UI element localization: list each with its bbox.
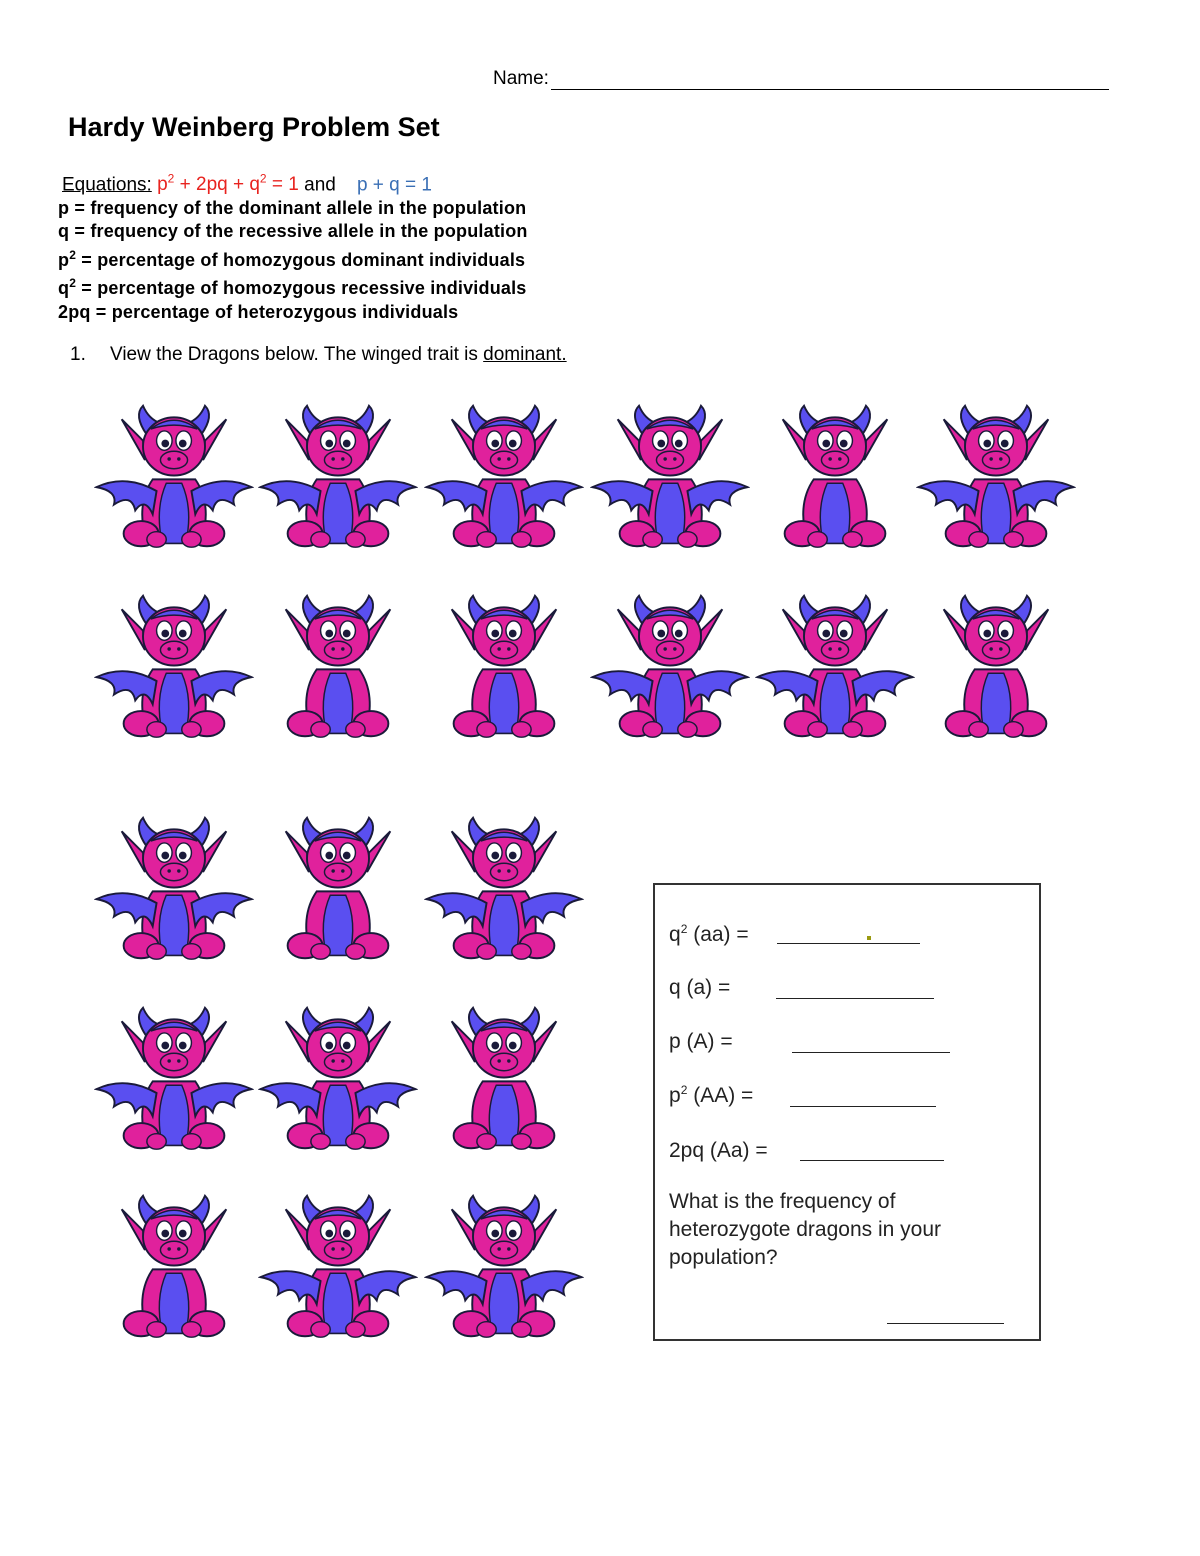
wingless-dragon xyxy=(424,588,584,743)
heterozygote-question-line-3: population? xyxy=(669,1246,778,1269)
2pq-label: 2pq (Aa) = xyxy=(669,1139,768,1162)
wingless-dragon xyxy=(94,1188,254,1343)
winged-dragon xyxy=(424,810,584,965)
name-blank[interactable] xyxy=(551,70,1109,90)
p-squared-label: $p^2$ (AA) = xyxy=(669,1083,754,1107)
stray-mark xyxy=(867,936,871,940)
definition-p-squared: $p^2$ = percentage of homozygous dominant individuals xyxy=(58,248,526,270)
winged-dragon xyxy=(94,810,254,965)
definition-q-squared: $q^2$ = percentage of homozygous recessive individuals xyxy=(58,276,527,298)
wingless-dragon xyxy=(258,588,418,743)
winged-dragon xyxy=(94,1000,254,1155)
winged-dragon xyxy=(94,398,254,553)
q-squared-label: $q^2$ (aa) = xyxy=(669,922,749,946)
q-squared-blank[interactable] xyxy=(777,943,920,944)
q-label: q (a) = xyxy=(669,976,731,999)
p-squared-blank[interactable] xyxy=(790,1106,936,1107)
name-label: Name: xyxy=(493,68,549,89)
winged-dragon xyxy=(755,588,915,743)
p-blank[interactable] xyxy=(792,1052,950,1053)
winged-dragon xyxy=(424,398,584,553)
heterozygote-answer-blank[interactable] xyxy=(887,1323,1004,1324)
definition-2pq: 2pq = percentage of heterozygous individuals xyxy=(58,302,459,322)
question-1 xyxy=(70,344,567,366)
2pq-blank[interactable] xyxy=(800,1160,944,1161)
winged-dragon xyxy=(258,398,418,553)
equation-one: $p^2 + 2pq + q^2 = 1$ xyxy=(157,172,299,196)
winged-dragon xyxy=(590,398,750,553)
and-text: and xyxy=(298,174,336,196)
p-label: p (A) = xyxy=(669,1030,733,1053)
question-number: 1. xyxy=(70,344,86,365)
winged-dragon xyxy=(424,1188,584,1343)
q-blank[interactable] xyxy=(776,998,934,999)
definition-p: p = frequency of the dominant allele in the population xyxy=(58,198,527,218)
winged-dragon xyxy=(258,1000,418,1155)
page-title: Hardy Weinberg Problem Set xyxy=(68,112,440,142)
heterozygote-question-line-2: heterozygote dragons in your xyxy=(669,1218,942,1241)
equations-line xyxy=(62,172,432,196)
winged-dragon xyxy=(94,588,254,743)
question-emphasis: dominant. xyxy=(483,344,567,365)
wingless-dragon xyxy=(916,588,1076,743)
equations-label: Equations: xyxy=(62,174,152,196)
winged-dragon xyxy=(916,398,1076,553)
wingless-dragon xyxy=(755,398,915,553)
answer-box xyxy=(653,883,1041,1341)
question-text: View the Dragons below. The winged trait is xyxy=(110,344,484,365)
heterozygote-question-line-1: What is the frequency of xyxy=(669,1190,896,1213)
definition-q: q = frequency of the recessive allele in the population xyxy=(58,221,528,241)
name-field[interactable] xyxy=(493,68,1109,90)
winged-dragon xyxy=(590,588,750,743)
equation-two: p + q = 1 xyxy=(356,174,432,196)
winged-dragon xyxy=(258,1188,418,1343)
wingless-dragon xyxy=(424,1000,584,1155)
wingless-dragon xyxy=(258,810,418,965)
